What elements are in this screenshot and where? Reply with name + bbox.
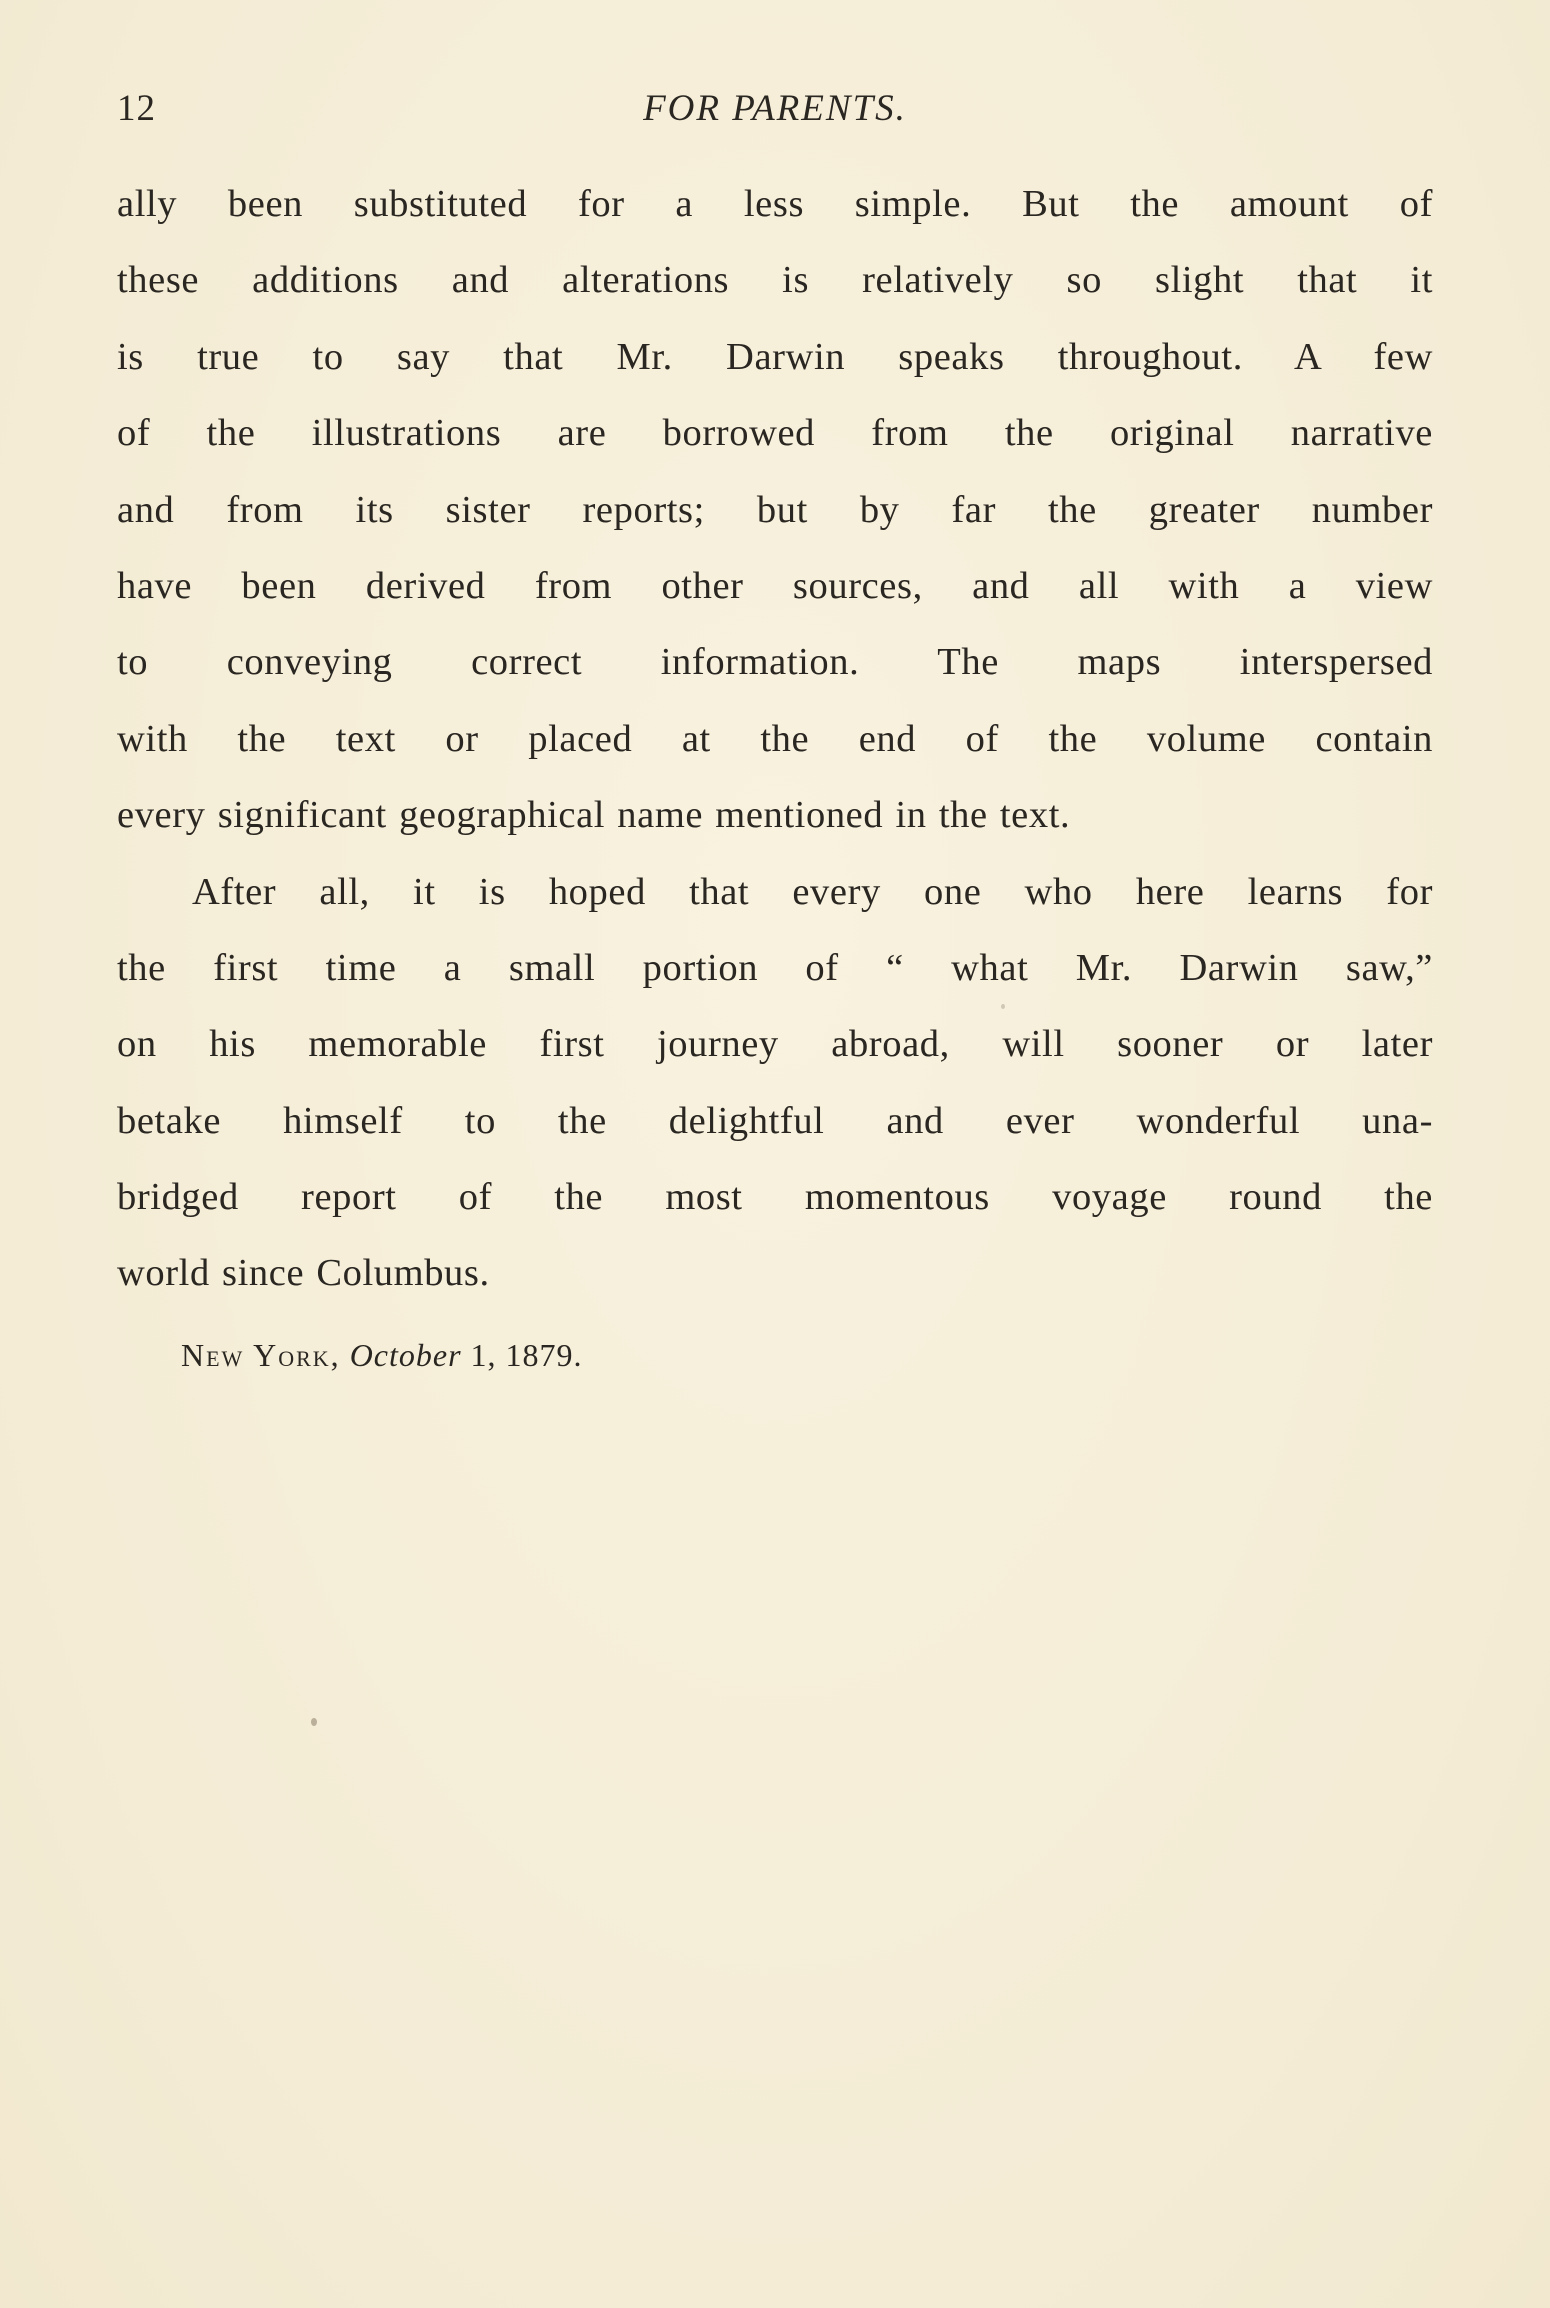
text-line: these additions and alterations is relatively so slight that it [117,259,1433,302]
text-line: every significant geographical name mentioned in the text. [117,794,1071,837]
text-line: the first time a small portion of “ what Mr. Darwin saw,” [117,946,1433,989]
text-line: betake himself to the delightful and ever wonderful una- [117,1099,1433,1142]
text-line: of the illustrations are borrowed from the original narrative [117,412,1433,455]
text-line: to conveying correct information. The maps interspersed [117,641,1433,684]
page-number: 12 [117,88,156,129]
running-title: FOR PARENTS. [643,88,907,129]
text-line: bridged report of the most momentous voyage round the [117,1176,1433,1219]
paper-speck [311,1718,317,1726]
body-text [117,166,1433,1312]
text-line: and from its sister reports; but by far the greater number [117,488,1433,531]
text-line: ally been substituted for a less simple. But the amount of [117,183,1433,225]
text-line: have been derived from other sources, and all with a view [117,564,1433,607]
text-line: on his memorable first journey abroad, will sooner or later [117,1023,1433,1066]
dateline-date: 1, 1879. [470,1337,583,1373]
dateline-month: October [349,1337,462,1373]
paper-speck [1001,1004,1005,1009]
dateline [181,1330,583,1380]
text-line: is true to say that Mr. Darwin speaks throughout. A few [117,335,1433,378]
dateline-place: New York, [181,1337,341,1373]
running-head [117,84,1433,134]
text-line: world since Columbus. [117,1252,490,1295]
text-line: with the text or placed at the end of the volume contain [117,717,1433,760]
text-line: After all, it is hoped that every one who here learns for [192,870,1433,913]
